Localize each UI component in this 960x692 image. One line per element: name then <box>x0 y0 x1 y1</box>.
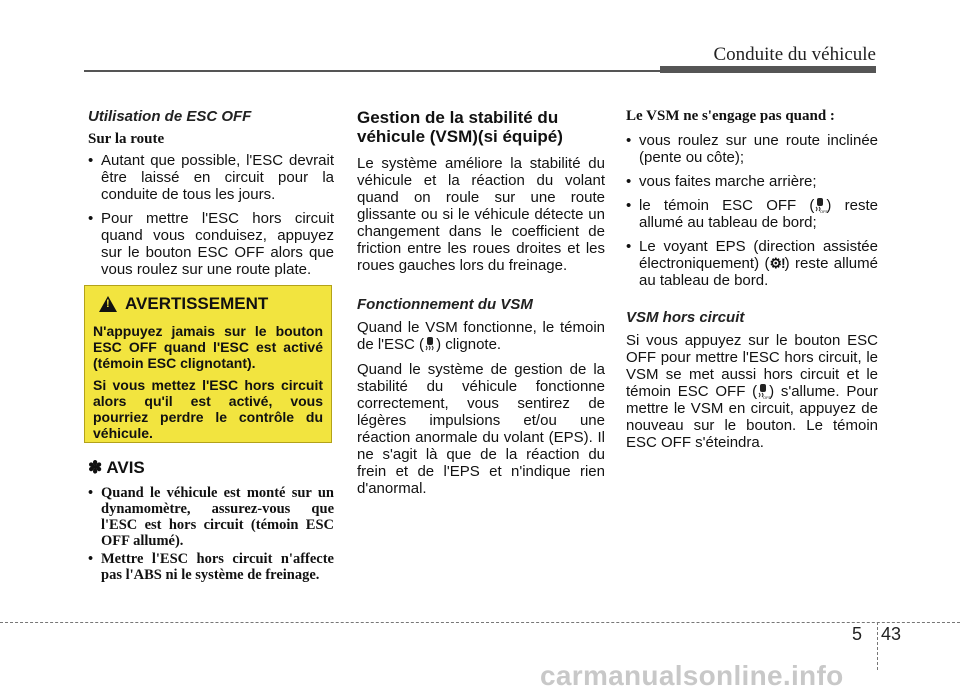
svg-text:OFF: OFF <box>763 395 772 400</box>
header-rule-thick <box>660 66 876 73</box>
notice-list <box>88 485 334 583</box>
esc-off-indicator-icon <box>757 383 772 400</box>
list-item: • Autant que possible, l'ESC devrait être laissé en circuit pour la conduite de tous les jours. <box>88 152 334 203</box>
vsm-operation-p2: Quand le système de gestion de la stabilité du véhicule fonctionne correctement, vous sentirez de légères impulsions et/ou une réaction anormale du volant (EPS). Il ne s'agit là que de la réaction du frein et de l'EPS et n'indique rien d'anormal. <box>357 361 605 497</box>
vsm-off-paragraph <box>626 332 878 451</box>
p1-before: Quand le VSM fonctionne, le témoin de l'ESC ( <box>357 319 605 353</box>
svg-text:OFF: OFF <box>820 209 829 214</box>
eps-warning-icon: ⚙! <box>769 255 785 271</box>
esc-off-indicator-icon <box>814 197 829 214</box>
vsm-conditions-list <box>626 132 878 289</box>
vsm-operation-p1 <box>357 319 605 353</box>
list-item: • vous roulez sur une route inclinée (pente ou côte); <box>626 132 878 166</box>
list-item: • Mettre l'ESC hors circuit n'affecte pas l'ABS ni le système de freinage. <box>88 551 334 583</box>
warning-box <box>84 285 332 443</box>
notice-title: ✽ AVIS <box>88 458 145 477</box>
header-rule-thin <box>84 70 662 72</box>
column-3 <box>626 108 878 459</box>
p-after: ) s'allume. Pour mettre le VSM en circuit, appuyez de nouveau sur le bouton. Le témoin ESC OFF s'éteindra. <box>626 383 879 451</box>
on-road-subheading: Sur la route <box>88 131 165 147</box>
page-number: 43 <box>881 624 902 644</box>
header-title: Conduite du véhicule <box>713 44 876 65</box>
b3-before: le témoin ESC OFF ( <box>639 197 815 214</box>
list-item: • Pour mettre l'ESC hors circuit quand vous conduisez, appuyez sur le bouton ESC OFF alors que vous roulez sur une route plate. <box>88 210 334 278</box>
esc-off-heading: Utilisation de ESC OFF <box>88 108 252 125</box>
vsm-not-engage-heading: Le VSM ne s'engage pas quand : <box>626 108 835 124</box>
esc-indicator-icon <box>424 336 436 352</box>
watermark: carmanualsonline.info <box>540 660 844 691</box>
esc-off-list <box>88 152 334 278</box>
b3-after: ) reste allumé au tableau de bord; <box>639 197 878 231</box>
vsm-heading: Gestion de la stabilité du véhicule (VSM)(si équipé) <box>357 108 563 146</box>
vsm-operation-heading: Fonctionnement du VSM <box>357 296 533 313</box>
list-item: • Quand le véhicule est monté sur un dynamomètre, assurez-vous que l'ESC est hors circuit (témoin ESC OFF allumé). <box>88 485 334 549</box>
list-item <box>626 197 878 231</box>
vsm-intro: Le système améliore la stabilité du véhicule et la réaction du volant quand on roule sur une route glissante ou si le véhicule détecte un changement dans le coefficient de friction entre les roues droites et les roues gauches lors du freinage. <box>357 155 605 274</box>
warning-text-2: Si vous mettez l'ESC hors circuit alors qu'il est activé, vous pourriez perdre le contrôle du véhicule. <box>93 377 323 441</box>
footer-page-divider <box>877 622 878 670</box>
vsm-off-heading: VSM hors circuit <box>626 309 745 326</box>
b4-before: Le voyant EPS (direction assistée électroniquement) ( <box>639 238 878 272</box>
list-item <box>626 238 878 289</box>
warning-text-1: N'appuyez jamais sur le bouton ESC OFF quand l'ESC est activé (témoin ESC clignotant). <box>93 323 323 371</box>
notice-box <box>88 458 334 585</box>
column-2 <box>357 108 605 505</box>
list-item: • vous faites marche arrière; <box>626 173 878 190</box>
p1-after: ) clignote. <box>436 336 502 353</box>
p-before: Si vous appuyez sur le bouton ESC OFF pour mettre l'ESC hors circuit, le VSM se met aussi hors circuit et le témoin ESC OFF ( <box>626 332 878 400</box>
chapter-number: 5 <box>852 624 863 644</box>
b4-after: ) reste allumé au tableau de bord. <box>639 255 878 289</box>
footer-divider <box>0 622 960 623</box>
column-1 <box>88 108 334 285</box>
warning-title <box>99 294 323 314</box>
warning-title-text: AVERTISSEMENT <box>125 294 269 313</box>
warning-triangle-icon <box>99 296 117 312</box>
